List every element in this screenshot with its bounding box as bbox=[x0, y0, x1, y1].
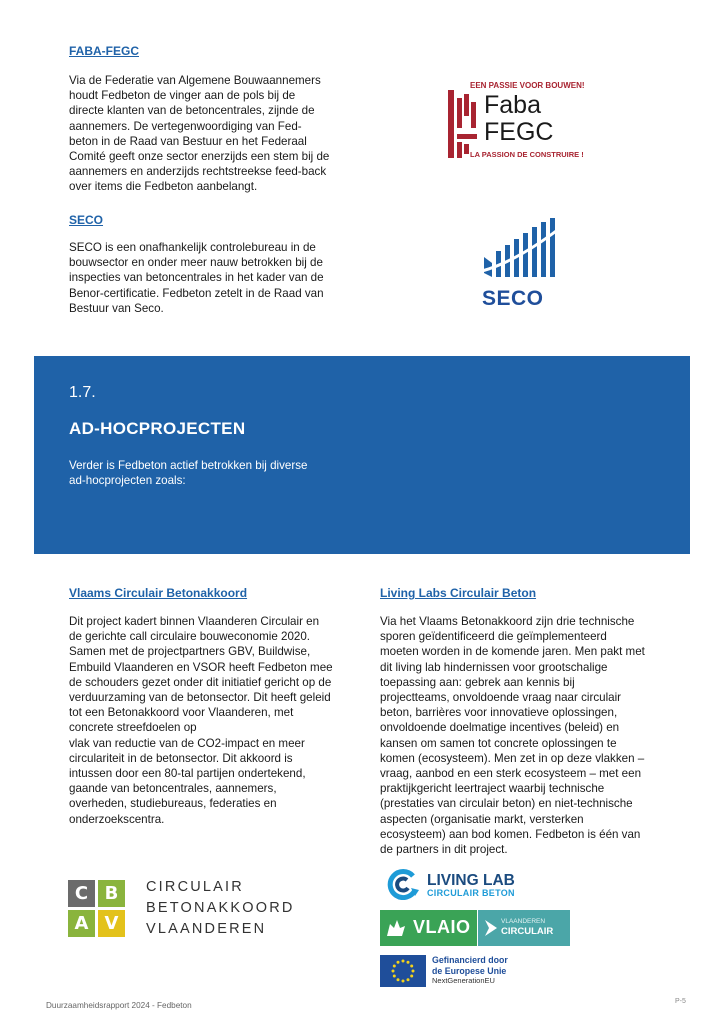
vcb-line: overheden, studiebureaus, federaties en bbox=[69, 797, 277, 811]
faba-line: over items die Fedbeton aanbelangt. bbox=[69, 180, 258, 194]
eu-funding-logo bbox=[380, 955, 540, 989]
vcb-heading[interactable]: Vlaams Circulair Betonakkoord bbox=[69, 586, 248, 600]
vcb-line: Samen met de projectpartners GBV, Buildwise, bbox=[69, 645, 311, 659]
seco-paragraph bbox=[69, 240, 324, 316]
vcb-line: vlak van reductie van de CO2-impact en meer bbox=[69, 736, 305, 750]
section-intro bbox=[69, 458, 307, 488]
vcb-line: verduurzaming van de betonsector. Dit heeft geleid bbox=[69, 691, 331, 705]
living-lab-swirl-icon bbox=[385, 868, 421, 900]
living-lab-title: LIVING LAB bbox=[427, 872, 515, 889]
living-lab-subtitle: CIRCULAIR BETON bbox=[427, 888, 515, 898]
section-banner bbox=[34, 356, 690, 554]
faba-mark-icon bbox=[448, 84, 482, 158]
living-labs-line: dit living lab hindernissen voor grootschalige bbox=[380, 660, 608, 674]
living-labs-heading[interactable]: Living Labs Circulair Beton bbox=[380, 586, 537, 600]
vcb-line: tot een Betonakkoord voor Vlaanderen, met bbox=[69, 706, 294, 720]
living-labs-line: ecosysteem) aan bod komen. Fedbeton is één van bbox=[380, 827, 641, 841]
faba-line: houdt Fedbeton de vinger aan de pols bij de bbox=[69, 89, 296, 103]
living-labs-line: (prestaties van circulair beton) en niet-technische bbox=[380, 797, 633, 811]
living-lab-logo bbox=[385, 866, 535, 902]
eu-line3: NextGenerationEU bbox=[432, 976, 495, 985]
living-labs-line: projectteams, onvoldoende vraag naar circulair bbox=[380, 691, 622, 705]
seco-line: Bestuur van Seco. bbox=[69, 301, 164, 315]
vcb-line: concrete streefdoelen op bbox=[69, 721, 197, 735]
footer-page-number: P-5 bbox=[675, 998, 686, 1005]
eu-funding-text bbox=[432, 955, 508, 987]
seco-heading[interactable]: SECO bbox=[69, 213, 104, 227]
living-labs-line: beton, barrières voor innovatieve oplossingen, bbox=[380, 706, 618, 720]
living-labs-line: sporen geïdentificeerd die geïmplementeerd bbox=[380, 630, 607, 644]
faba-tagline-top: EEN PASSIE VOOR BOUWEN! bbox=[470, 81, 585, 90]
vcb-line: Embuild Vlaanderen en VSOR heeft Fedbeton mee bbox=[69, 660, 333, 674]
living-labs-line: moeten worden in de komende jaren. Men pakt met bbox=[380, 645, 645, 659]
vcb-line: Dit project kadert binnen Vlaanderen Circulair en bbox=[69, 615, 320, 628]
section-title: AD-HOCPROJECTEN bbox=[69, 419, 246, 438]
cbav-tile-b: B bbox=[98, 880, 125, 907]
faba-line: aannemers en anderzijds rechtstreekse feed-back bbox=[69, 165, 327, 179]
seco-logo bbox=[478, 215, 572, 313]
faba-heading[interactable]: FABA-FEGC bbox=[69, 44, 139, 58]
seco-line: Benor-certificatie. Fedbeton zetelt in de Raad van bbox=[69, 286, 324, 300]
cbav-word: CIRCULAIR bbox=[146, 879, 244, 895]
section-intro-line: ad-hocprojecten zoals: bbox=[69, 474, 186, 488]
footer-report-title: Duurzaamheidsrapport 2024 - Fedbeton bbox=[46, 1001, 192, 1010]
vlaio-name: VLAIO bbox=[413, 917, 471, 937]
cbav-tile-v: V bbox=[98, 910, 125, 937]
faba-line: Comité geeft onze sector enerzijds een stem bij de bbox=[69, 150, 330, 164]
living-labs-line: onvoldoende doelmatige incentives (beleid) en bbox=[380, 721, 620, 735]
living-labs-line: praktijkgericht leertraject waarbij technische bbox=[380, 782, 605, 796]
cbav-word: VLAANDEREN bbox=[146, 921, 267, 937]
seco-line: inspecties van betoncentrales in het kader van de bbox=[69, 271, 324, 285]
cbav-logo bbox=[68, 877, 298, 941]
seco-line: bouwsector en onder meer nauw betrokken bij de bbox=[69, 256, 323, 270]
circulair-arrow-icon bbox=[483, 918, 499, 938]
living-labs-line: Via het Vlaams Betonakkoord zijn drie technische bbox=[380, 615, 635, 628]
faba-fegc-logo bbox=[446, 80, 592, 160]
vcb-line: circulariteit in de betonsector. Dit akkoord is bbox=[69, 751, 293, 765]
living-labs-line: kansen om samen tot concrete oplossingen te bbox=[380, 736, 617, 750]
seco-word: SECO bbox=[482, 287, 544, 310]
living-labs-line: toepassing aan: gebrek aan kennis bij bbox=[380, 675, 575, 689]
eu-flag-icon bbox=[380, 955, 426, 987]
seco-line: SECO is een onafhankelijk controlebureau in de bbox=[69, 241, 316, 254]
cbav-tile-c: C bbox=[68, 880, 95, 907]
vcb-line: de schouders gezet onder dit initiatief gericht op de bbox=[69, 675, 332, 689]
faba-line: directe klanten van de betoncentrales, zijnde de bbox=[69, 104, 315, 118]
cbav-word: BETONAKKOORD bbox=[146, 900, 295, 916]
faba-line: Via de Federatie van Algemene Bouwaannemers bbox=[69, 74, 321, 87]
vlaanderen-lion-icon bbox=[384, 916, 408, 940]
living-labs-line: komen (ecosysteem). Men zet in op deze vlakken – bbox=[380, 751, 645, 765]
section-intro-line: Verder is Fedbeton actief betrokken bij diverse bbox=[69, 459, 308, 472]
fegc-word: FEGC bbox=[484, 118, 554, 146]
living-labs-line: aspecten (organisatie markt, versterken bbox=[380, 812, 584, 826]
vcb-line: gaande van betoncentrales, aannemers, bbox=[69, 782, 277, 796]
vcb-line: onderzoekscentra. bbox=[69, 812, 165, 826]
cbav-tile-a: A bbox=[68, 910, 95, 937]
vcb-line: de gerichte call circulaire bouweconomie 2020. bbox=[69, 630, 311, 644]
faba-line: beton in de Raad van Bestuur en het Federaal bbox=[69, 134, 307, 148]
living-labs-paragraph bbox=[380, 614, 645, 857]
living-labs-line: vraag, aanbod en een sterk ecosysteem – met een bbox=[380, 767, 642, 781]
eu-line2: de Europese Unie bbox=[432, 965, 507, 976]
vlaio-line1: VLAANDEREN bbox=[501, 918, 546, 925]
cbav-wordmark bbox=[146, 877, 295, 940]
faba-paragraph bbox=[69, 73, 329, 195]
seco-bars-icon bbox=[478, 215, 572, 285]
vcb-paragraph bbox=[69, 614, 333, 827]
vcb-line: intussen door een 80-tal partijen ondertekend, bbox=[69, 767, 306, 781]
eu-line1: Gefinancierd door bbox=[432, 955, 508, 965]
living-labs-line: de partners in dit project. bbox=[380, 843, 508, 857]
vlaio-line2: CIRCULAIR bbox=[501, 926, 554, 937]
section-number: 1.7. bbox=[69, 384, 96, 401]
faba-tagline-bottom: LA PASSION DE CONSTRUIRE ! bbox=[470, 150, 584, 159]
faba-word: Faba bbox=[484, 91, 541, 119]
faba-line: aannemers. De vertegenwoordiging van Fed- bbox=[69, 119, 302, 133]
vlaio-logo bbox=[380, 910, 570, 946]
